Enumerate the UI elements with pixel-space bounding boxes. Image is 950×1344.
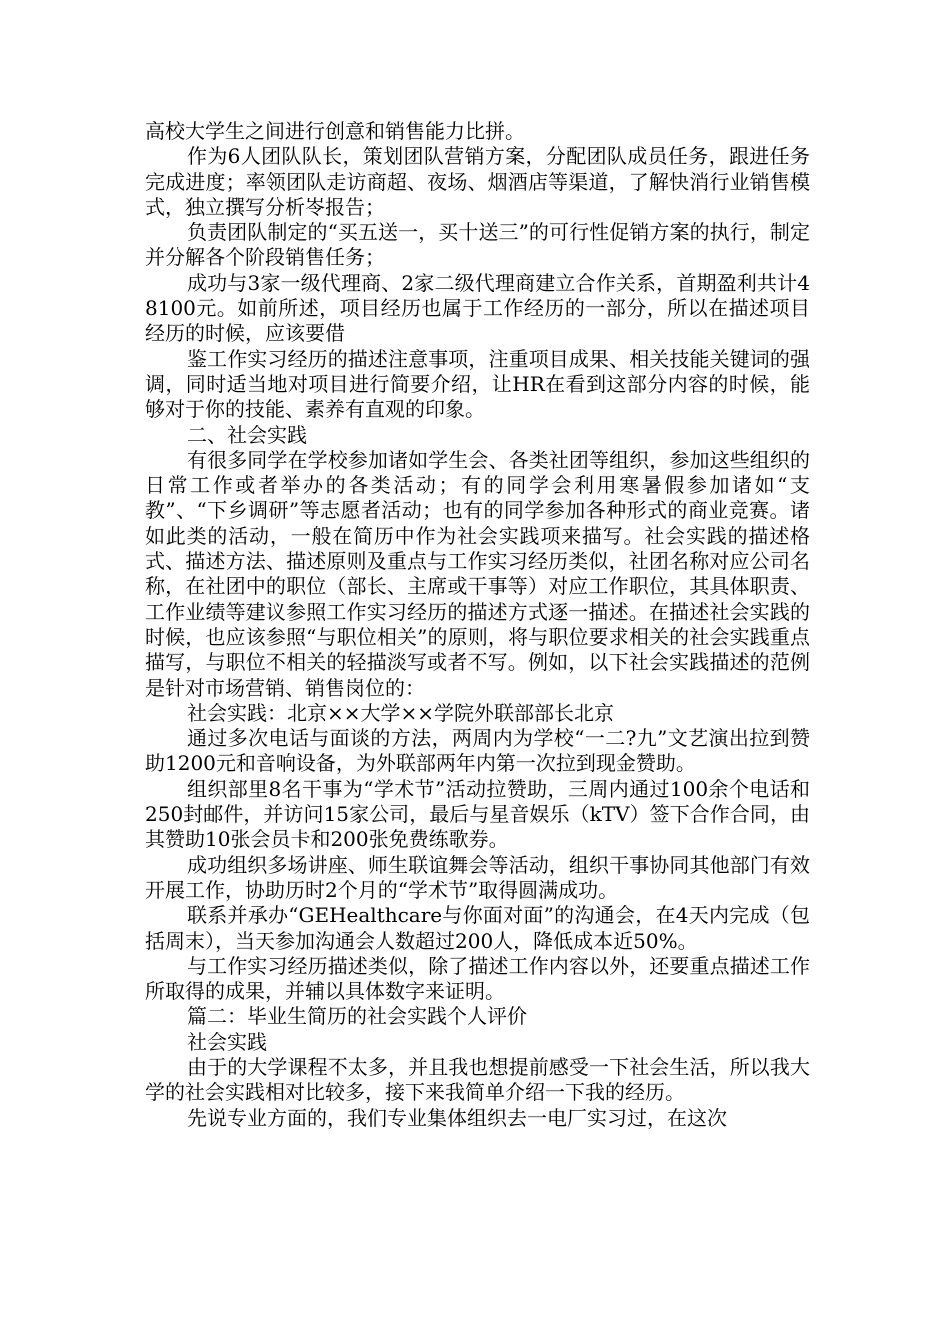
section-heading-part-two: 篇二：毕业生简历的社会实践个人评价 [187,1004,527,1029]
paragraph-project-tips: 鉴工作实习经历的描述注意事项，注重项目成果、相关技能关键词的强调，同时适当地对项目进行简要介绍，让HR在看到这部分内容的时候，能够对于你的技能、素养有直观的印象。 [145,346,810,422]
paragraph-academic-festival: 组织部里8名干事为“学术节”活动拉赞助，三周内通过100余个电话和250封邮件，并访问15家公司，最后与星音娱乐（kTV）签下合作合同，由其赞助10张会员卡和200张免费练歌券。 [145,776,810,852]
paragraph-personal-intro: 由于的大学课程不太多，并且我也想提前感受一下社会生活，所以我大学的社会实践相对比较多，接下来我简单介绍一下我的经历。 [145,1054,810,1105]
paragraph-sponsorship: 通过多次电话与面谈的方法，两周内为学校“一二?九”文艺演出拉到赞助1200元和音响设备，为外联部两年内第一次拉到现金赞助。 [145,726,810,776]
paragraph-team-leader: 作为6人团队队长，策划团队营销方案，分配团队成员任务，跟进任务完成进度；率领团队走访商超、夜场、烟酒店等渠道，了解快消行业销售模式，独立撰写分析岺报告； [145,144,810,219]
paragraph-agents: 成功与3家一级代理商、2家二级代理商建立合作关系，首期盈利共计48100元。如前所述，项目经历也属于工作经历的一部分，所以在描述项目经历的时候，应该要借 [145,270,810,346]
section-heading-social-practice: 二、社会实践 [187,422,307,447]
paragraph-ge-meeting: 联系并承办“GEHealthcare与你面对面”的沟通会，在4天内完成（包括周末），当天参加沟通会人数超过200人，降低成本近50%。 [145,903,810,953]
paragraph-events: 成功组织多场讲座、师生联谊舞会等活动，组织干事协同其他部门有效开展工作，协助历时2个月的“学术节”取得圆满成功。 [145,852,810,902]
paragraph-summary: 与工作实习经历描述类似，除了描述工作内容以外，还要重点描述工作所取得的成果，并辅以具体数字来证明。 [145,953,810,1004]
document-body [145,119,810,1131]
paragraph-promotion-plan: 负责团队制定的“买五送一，买十送三”的可行性促销方案的执行，制定并分解各个阶段销售任务； [145,220,810,270]
paragraph-practice-title: 社会实践：北京××大学××学院外联部部长北京 [187,700,615,725]
paragraph-continuation: 高校大学生之间进行创意和销售能力比拼。 [145,119,525,143]
section-heading-practice: 社会实践 [187,1029,267,1054]
paragraph-social-practice-intro: 有很多同学在学校参加诸如学生会、各类社团等组织，参加这些组织的日常工作或者举办的各类活动；有的同学会利用寒暑假参加诸如“支教”、“下乡调研”等志愿者活动；也有的同学参加各种形式的商业竞赛。诸如此类的活动，一般在简历中作为社会实践项来描写。社会实践的描述格式、描述方法、描述原则及重点与工作实习经历类似，社团名称对应公司名称，在社团中的职位（部长、主席或干事等）对应工作职位，其具体职责、工作业绩等建议参照工作实习经历的描述方式逐一描述。在描述社会实践的时候，也应该参照“与职位相关”的原则，将与职位要求相关的社会实践重点描写，与职位不相关的轻描淡写或者不写。例如，以下社会实践描述的范例是针对市场营销、销售岗位的： [145,447,810,700]
paragraph-professional: 先说专业方面的，我们专业集体组织去一电厂实习过，在这次 [187,1105,727,1130]
